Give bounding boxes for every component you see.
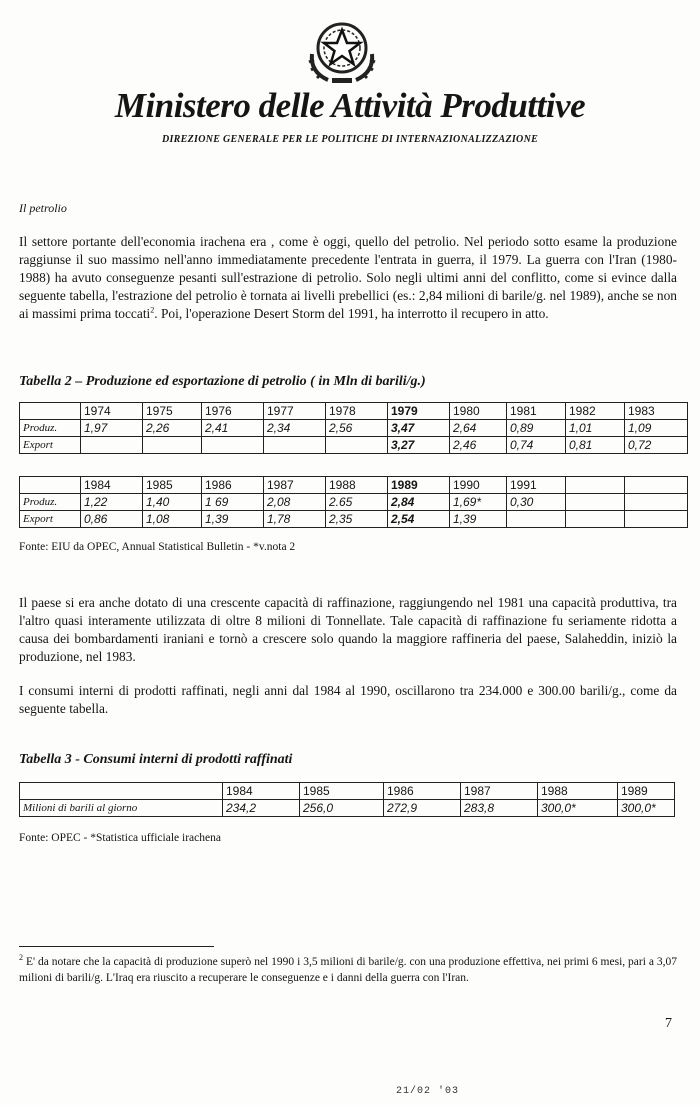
table-row-years: 1974 1975 1976 1977 1978 1979 1980 1981 1982 1983	[20, 403, 688, 420]
paragraph-refining-capacity: Il paese si era anche dotato di una crescente capacità di raffinazione, raggiungendo nel 1981 una capacità produttiva, tra l'altro quasi interamente utilizzata di oltre 8 milioni di Tonnellate. Tale capacità di raffinazione fu seriamente ridotta a causa dei bombardamenti iraniani e tornò a crescere solo quando la maggiore raffineria del paese, Salaheddin, iniziò la produzione, nel 1983.	[19, 595, 677, 664]
table-row-consumption: Milioni di barili al giorno 234,2 256,0 272,9 283,8 300,0* 300,0*	[20, 800, 675, 817]
table3-source: Fonte: OPEC - *Statistica ufficiale irachena	[19, 832, 221, 844]
republic-emblem-icon	[302, 14, 382, 88]
table2-part2	[19, 476, 688, 528]
table2-caption: Tabella 2 – Produzione ed esportazione di petrolio ( in Mln di barili/g.)	[19, 374, 426, 389]
table-corner	[20, 783, 223, 800]
table2-source: Fonte: EIU da OPEC, Annual Statistical Bulletin - *v.nota 2	[19, 541, 296, 553]
fax-stamp: 21/02 '03	[396, 1086, 460, 1097]
table3	[19, 782, 675, 817]
table-row-years: 1984 1985 1986 1987 1988 1989 1990 1991	[20, 477, 688, 494]
table-row-export: Export 3,27 2,46 0,74 0,81 0,72	[20, 437, 688, 454]
paragraph-internal-consumption: I consumi interni di prodotti raffinati, negli anni dal 1984 al 1990, oscillarono tra 234.000 e 300.00 barili/g., come da seguente tabella.	[19, 683, 677, 716]
section-title: Il petrolio	[19, 201, 67, 215]
footnote: $^2$ E' da notare che la capacità di produzione superò nel 1990 i 3,5 milioni di barile/g. con una produzione effettiva, nei primi 6 mesi, pari a 3,07 milioni di barili/g. L'Iraq era riuscito a recuperare le conseguenze e i danni della guerra con l'Iran.	[19, 953, 678, 984]
paragraph-oil-sector: Il settore portante dell'economia irachena era , come è oggi, quello del petrolio. Nel periodo sotto esame la produzione raggiunse il suo massimo nell'anno immediatamente precedente l'entrata in guerra, il 1979. La guerra con l'Iran (1980-1988) ha avuto conseguenze pesanti sull'estrazione di petrolio. Solo negli ultimi anni del conflitto, come si evince dalla seguente tabella, l'estrazione del petrolio è tornata ai livelli prebellici (es.: 2,84 milioni di barile/g. nel 1989), anche se non ai massimi prima toccati$^2$. Poi, l'operazione Desert Storm del 1991, ha interrotto il recupero in atto.	[19, 234, 677, 321]
ministry-title: Ministero delle Attività Produttive	[114, 86, 586, 125]
table3-caption: Tabella 3 - Consumi interni di prodotti raffinati	[19, 752, 293, 767]
page-number: 7	[665, 1016, 672, 1031]
table-row-production: Produz. 1,97 2,26 2,41 2,34 2,56 3,47 2,64 0,89 1,01 1,09	[20, 420, 688, 437]
direzione-subtitle: DIREZIONE GENERALE PER LE POLITICHE DI INTERNAZIONALIZZAZIONE	[161, 134, 539, 145]
table2-part1	[19, 402, 688, 454]
footnote-divider	[19, 946, 214, 947]
table-row-production: Produz. 1,22 1,40 1 69 2,08 2.65 2,84 1,69* 0,30	[20, 494, 688, 511]
table-row-export: Export 0,86 1,08 1,39 1,78 2,35 2,54 1,39	[20, 511, 688, 528]
table-corner	[20, 477, 81, 494]
table-corner	[20, 403, 81, 420]
footnote-ref: 2	[150, 305, 155, 315]
table-row-years: 1984 1985 1986 1987 1988 1989	[20, 783, 675, 800]
